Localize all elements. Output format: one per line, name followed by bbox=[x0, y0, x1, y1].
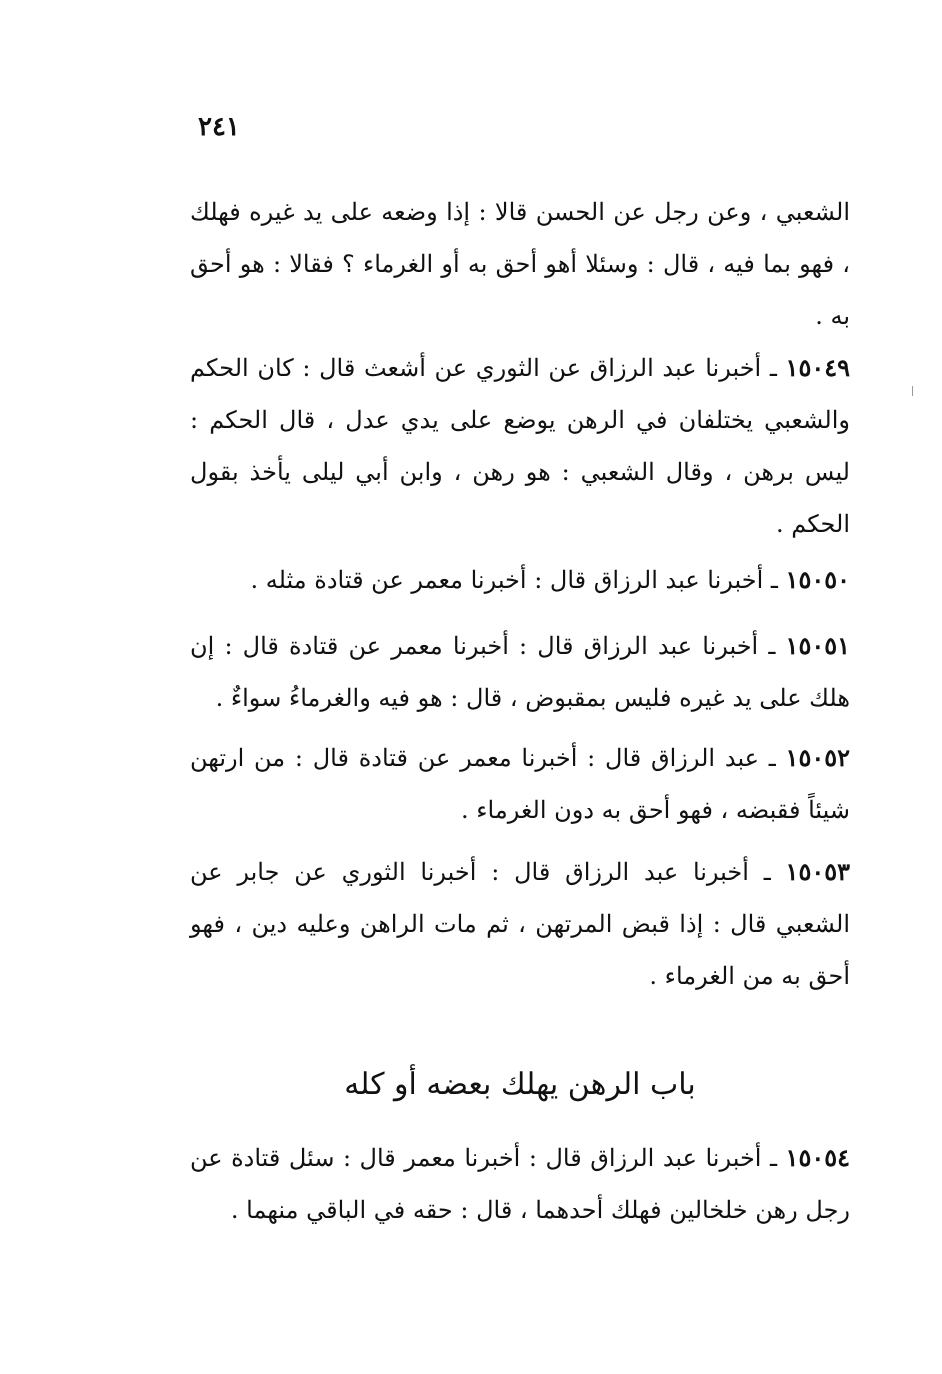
entry-text: ـ أخبرنا عبد الرزاق قال : أخبرنا معمر قال : سئل قتادة عن رجل رهن خلخالين فهلك أحدهما ، قال : حقه في الباقي منهما . bbox=[190, 1144, 850, 1224]
entry-number: ١٥٠٥٤ bbox=[785, 1143, 850, 1172]
entry-15054 bbox=[190, 1132, 850, 1236]
page-number: ٢٤١ bbox=[198, 112, 240, 142]
entry-15051 bbox=[190, 620, 850, 724]
entry-text: ـ أخبرنا عبد الرزاق عن الثوري عن أشعث قال : كان الحكم والشعبي يختلفان في الرهن يوضع على يدي عدل ، قال الحكم : ليس برهن ، وقال الشعبي : هو رهن ، وابن أبي ليلى يأخذ بقول الحكم . bbox=[190, 354, 850, 538]
margin-mark bbox=[912, 386, 913, 396]
entry-number: ١٥٠٥٣ bbox=[785, 857, 850, 886]
entry-15053 bbox=[190, 846, 850, 1002]
entry-text: ـ عبد الرزاق قال : أخبرنا معمر عن قتادة قال : من ارتهن شيئاً فقبضه ، فهو أحق به دون الغرماء . bbox=[190, 744, 850, 824]
top-paragraph bbox=[190, 186, 850, 342]
entry-number: ١٥٠٥١ bbox=[785, 631, 850, 660]
entry-15049 bbox=[190, 342, 850, 550]
entry-number: ١٥٠٤٩ bbox=[785, 353, 850, 382]
entry-number: ١٥٠٥٠ bbox=[785, 565, 850, 594]
section-heading: باب الرهن يهلك بعضه أو كله bbox=[344, 1067, 696, 1102]
entry-15052 bbox=[190, 732, 850, 836]
entry-text: ـ أخبرنا عبد الرزاق قال : أخبرنا معمر عن قتادة قال : إن هلك على يد غيره فليس بمقبوض ، قال : هو فيه والغرماءُ سواءٌ . bbox=[190, 632, 850, 712]
entry-text: ـ أخبرنا عبد الرزاق قال : أخبرنا الثوري عن جابر عن الشعبي قال : إذا قبض المرتهن ، ثم مات الراهن وعليه دين ، فهو أحق به من الغرماء . bbox=[190, 858, 850, 990]
entry-15050 bbox=[190, 554, 850, 606]
entry-text: ـ أخبرنا عبد الرزاق قال : أخبرنا معمر عن قتادة مثله . bbox=[250, 566, 786, 594]
entry-number: ١٥٠٥٢ bbox=[785, 743, 850, 772]
paragraph-text: الشعبي ، وعن رجل عن الحسن قالا : إذا وضعه على يد غيره فهلك ، فهو بما فيه ، قال : وسئلا أهو أحق به أو الغرماء ؟ فقالا : هو أحق به . bbox=[190, 198, 850, 330]
